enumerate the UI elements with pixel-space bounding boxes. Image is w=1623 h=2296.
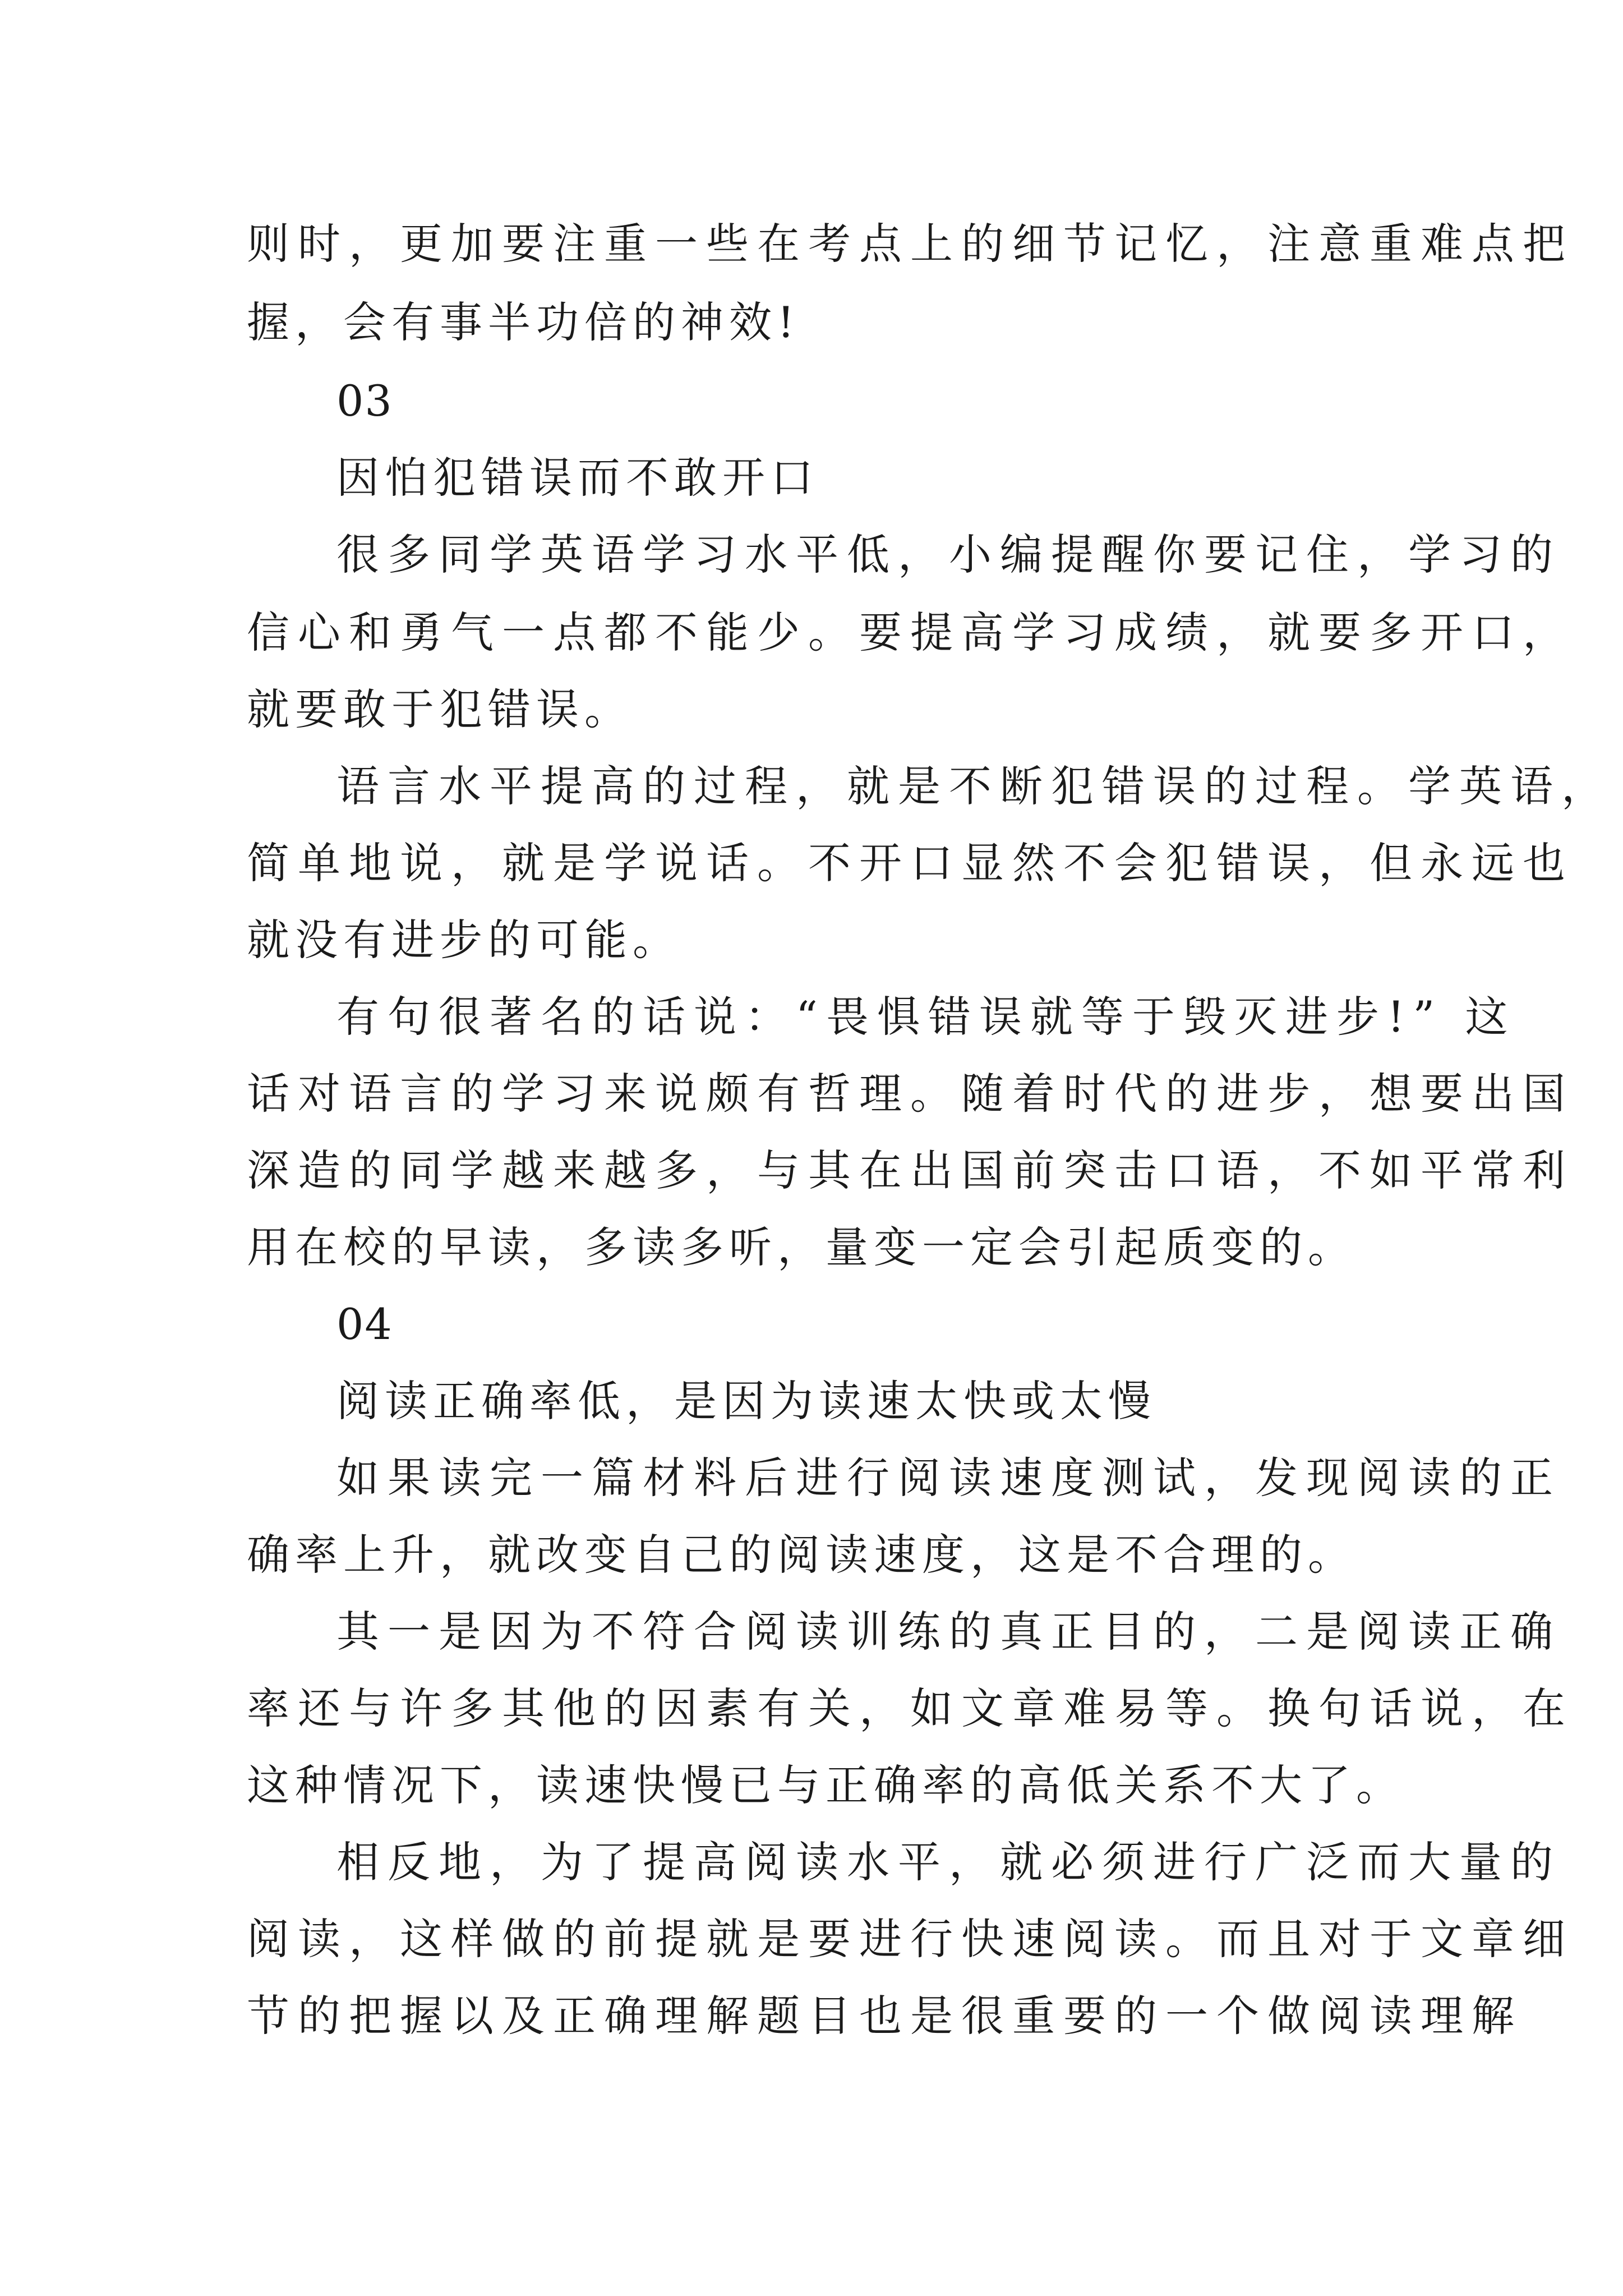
- paragraph-line: 握，会有事半功倍的神效!: [247, 297, 800, 347]
- paragraph-line: 率还与许多其他的因素有关，如文章难易等。换句话说，在: [247, 1683, 1574, 1733]
- paragraph-line: 就要敢于犯错误。: [247, 684, 633, 734]
- paragraph-line: 如果读完一篇材料后进行阅读速度测试，发现阅读的正: [336, 1453, 1561, 1503]
- paragraph-line: 信心和勇气一点都不能少。要提高学习成绩，就要多开口，: [247, 608, 1574, 657]
- paragraph-line: 阅读，这样做的前提就是要进行快速阅读。而且对于文章细: [247, 1914, 1574, 1964]
- paragraph-line: 则时，更加要注重一些在考点上的细节记忆，注意重难点把: [247, 219, 1574, 269]
- paragraph-line: 节的把握以及正确理解题目也是很重要的一个做阅读理解: [247, 1991, 1523, 2041]
- paragraph-line: 这种情况下，读速快慢已与正确率的高低关系不大了。: [247, 1760, 1404, 1810]
- paragraph-line: 用在校的早读，多读多听，量变一定会引起质变的。: [247, 1222, 1356, 1272]
- paragraph-line: 就没有进步的可能。: [247, 915, 681, 965]
- paragraph-line: 有句很著名的话说：“畏惧错误就等于毁灭进步!” 这: [336, 992, 1516, 1042]
- paragraph-line: 确率上升，就改变自己的阅读速度，这是不合理的。: [247, 1530, 1356, 1580]
- paragraph-line: 相反地，为了提高阅读水平，就必须进行广泛而大量的: [336, 1837, 1561, 1887]
- paragraph-line: 简单地说，就是学说话。不开口显然不会犯错误，但永远也: [247, 838, 1574, 888]
- section-heading: 因怕犯错误而不敢开口: [336, 453, 819, 503]
- section-heading: 阅读正确率低，是因为读速太快或太慢: [336, 1376, 1156, 1426]
- paragraph-line: 其一是因为不符合阅读训练的真正目的，二是阅读正确: [336, 1607, 1561, 1657]
- paragraph-line: 语言水平提高的过程，就是不断犯错误的过程。学英语，: [336, 761, 1612, 811]
- section-number: 04: [336, 1299, 393, 1349]
- section-number: 03: [336, 376, 393, 426]
- paragraph-line: 深造的同学越来越多，与其在出国前突击口语，不如平常利: [247, 1145, 1574, 1195]
- paragraph-line: 很多同学英语学习水平低，小编提醒你要记住，学习的: [336, 530, 1561, 579]
- paragraph-line: 话对语言的学习来说颇有哲理。随着时代的进步，想要出国: [247, 1069, 1574, 1119]
